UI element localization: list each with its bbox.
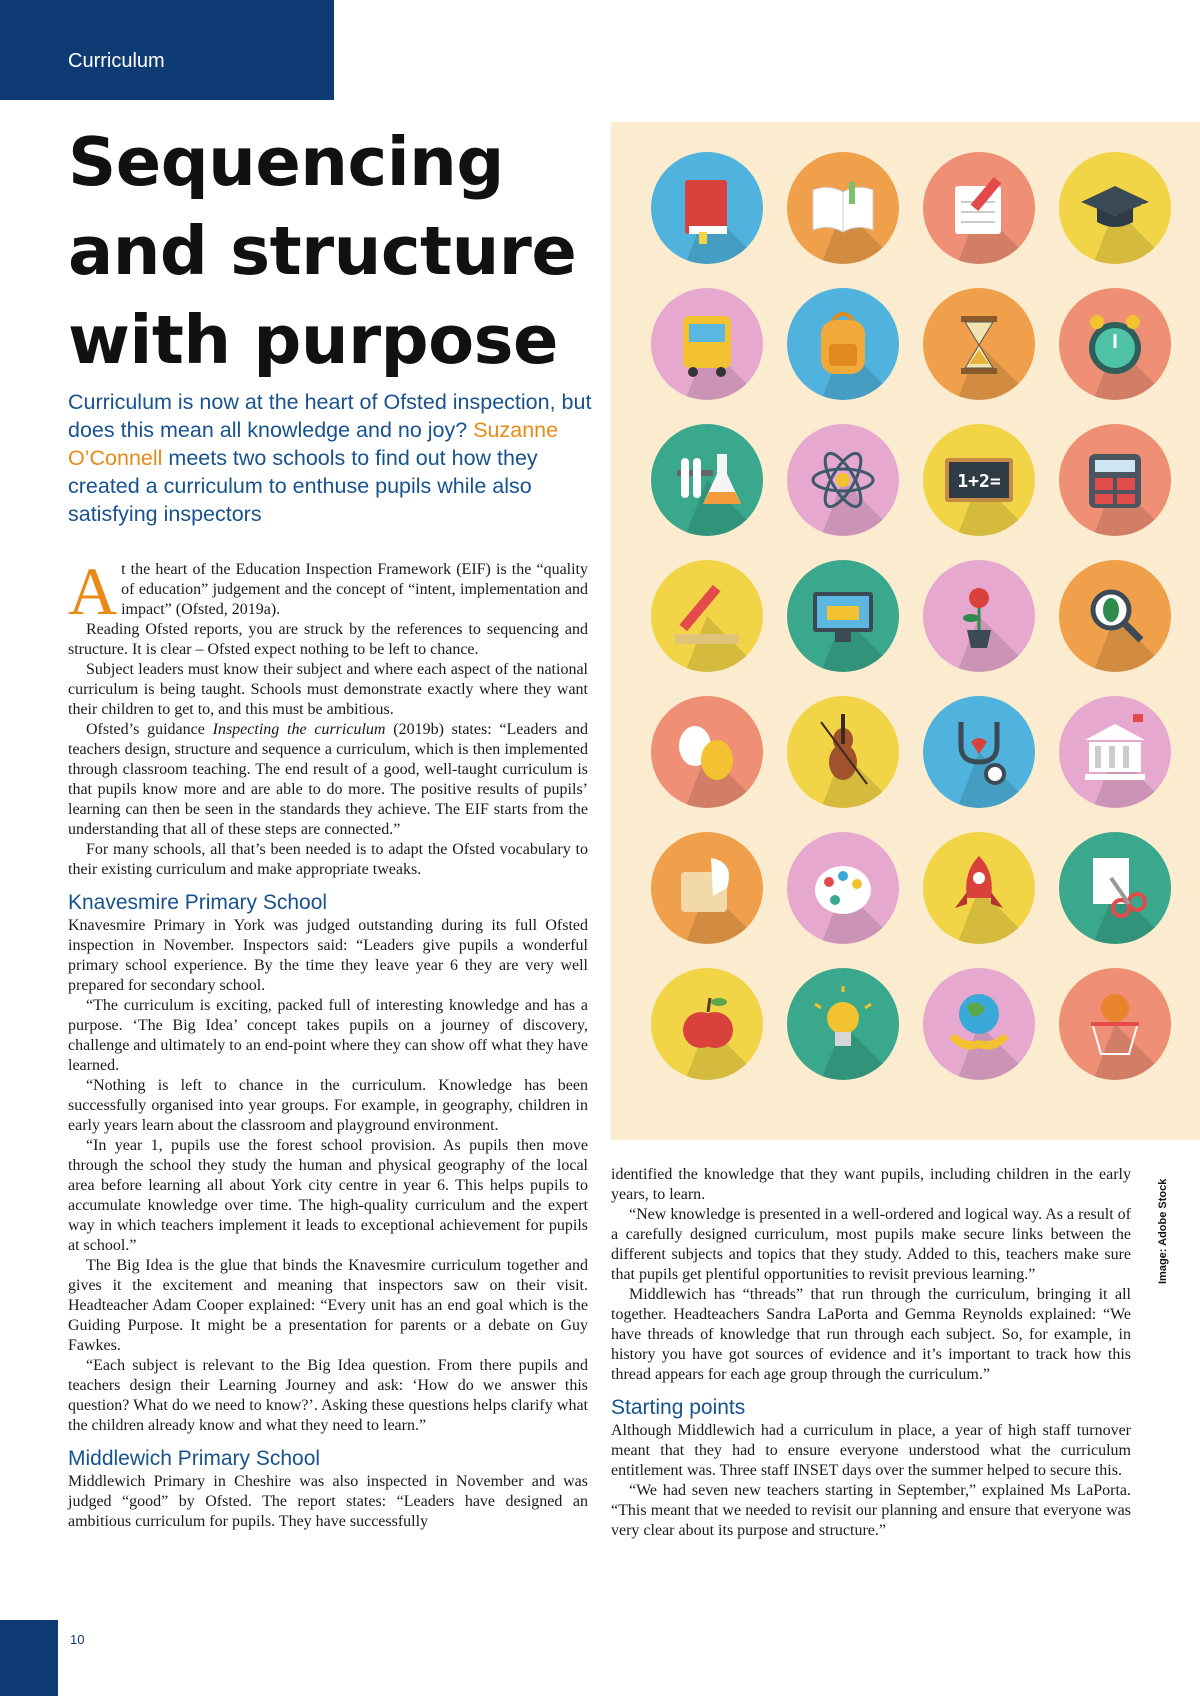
body-paragraph: “Each subject is relevant to the Big Idea question. From there pupils and teachers design their Learning Journey and ask: ‘How do we answer this question? What do we need to know?’. Asking these questions helps clarify what the children already know and what they need to learn.” bbox=[68, 1357, 588, 1434]
body-paragraph: Middlewich has “threads” that run through the curriculum, bringing it all together. Headteachers Sandra LaPorta and Gemma Reynolds explained: “We have threads of knowledge that run through each subject. So, for example, in history you have got sources of evidence and it’s important to track how this thread appears for each age group through the curriculum.” bbox=[611, 1286, 1131, 1383]
body-paragraph: “Nothing is left to chance in the curriculum. Knowledge has been successfully organised into year groups. For example, in geography, children in early years learn about the classroom and playground environment. bbox=[68, 1077, 588, 1134]
magnifier-leaf-icon bbox=[1059, 560, 1171, 672]
atom-icon bbox=[787, 424, 899, 536]
basketball-hoop-icon bbox=[1059, 968, 1171, 1080]
notepad-pencil-icon bbox=[923, 152, 1035, 264]
chalkboard-sum-icon bbox=[923, 424, 1035, 536]
stethoscope-icon bbox=[923, 696, 1035, 808]
calculator-icon bbox=[1059, 424, 1171, 536]
museum-building-icon bbox=[1059, 696, 1171, 808]
author-name: Suzanne O’Connell bbox=[68, 418, 559, 470]
body-paragraph: Knavesmire Primary in York was judged outstanding during its full Ofsted inspection in November. Inspectors said: “Leaders give pupils a wonderful primary school experience. By the time they leave year 6 they are very well prepared for secondary school. bbox=[68, 917, 588, 994]
body-paragraph: Middlewich Primary in Cheshire was also inspected in November and was judged “good” by Ofsted. The report states: “Leaders have designed an ambitious curriculum for pupils. They have successfully bbox=[68, 1473, 588, 1530]
standfirst-text: Curriculum is now at the heart of Ofsted inspection, but does this mean all knowledge and no joy? bbox=[68, 390, 592, 442]
alarm-clock-icon bbox=[1059, 288, 1171, 400]
body-paragraph: The Big Idea is the glue that binds the Knavesmire curriculum together and gives it the excitement and meaning that inspectors saw on their visit. Headteacher Adam Cooper explained: “Every unit has an end goal which is the Guiding Purpose. It might be a presentation for parents or a debate on Guy Fawkes. bbox=[68, 1257, 588, 1354]
headline-line-2: and structure bbox=[68, 212, 577, 290]
apple-icon bbox=[651, 968, 763, 1080]
red-book-icon bbox=[651, 152, 763, 264]
publication-title: Inspecting the curriculum bbox=[212, 721, 386, 738]
intro-text: t the heart of the Education Inspection Framework (EIF) is the “quality of education” judgement and the concept of “intent, implementation and impact” (Ofsted, 2019a). bbox=[121, 561, 588, 618]
standfirst bbox=[68, 388, 608, 528]
body-paragraph: Subject leaders must know their subject and where each aspect of the national curriculum is being taught. Schools must demonstrate exactly where they want their children to get to, and this must be ambitious. bbox=[68, 661, 588, 718]
quill-scroll-icon bbox=[651, 832, 763, 944]
subheading-middlewich: Middlewich Primary School bbox=[68, 1447, 321, 1470]
body-paragraph: “New knowledge is presented in a well-ordered and logical way. As a result of a carefully designed curriculum, most pupils make secure links between the different subjects and topics that they study. Added to this, teachers make sure that pupils get plentiful opportunities to revisit previous learning.” bbox=[611, 1206, 1131, 1283]
backpack-icon bbox=[787, 288, 899, 400]
globe-hands-icon bbox=[923, 968, 1035, 1080]
school-bus-icon bbox=[651, 288, 763, 400]
test-tubes-flask-icon bbox=[651, 424, 763, 536]
lightbulb-icon bbox=[787, 968, 899, 1080]
image-credit: Image: Adobe Stock bbox=[1157, 1178, 1169, 1284]
intro-paragraph bbox=[68, 553, 588, 629]
body-paragraph: “In year 1, pupils use the forest school provision. As pupils then move through the school they study the human and physical geography of the local area before learning all about York city centre in year 6. This helps pupils to accumulate knowledge over time. The high-quality curriculum and the expert way in which teachers implement it leads to exceptional achievement for pupils at school.” bbox=[68, 1137, 588, 1254]
paint-palette-icon bbox=[787, 832, 899, 944]
body-paragraph bbox=[68, 720, 588, 840]
standfirst-text-end: meets two schools to find out how they created a curriculum to enthuse pupils while also satisfying inspectors bbox=[68, 446, 538, 526]
theatre-masks-icon bbox=[651, 696, 763, 808]
body-paragraph: Although Middlewich had a curriculum in place, a year of high staff turnover meant that they had to ensure everyone understood what the curriculum entitlement was. Three staff INSET days over the summer helped to secure this. bbox=[611, 1422, 1131, 1479]
subheading-knavesmire: Knavesmire Primary School bbox=[68, 891, 328, 914]
subheading-starting-points: Starting points bbox=[611, 1396, 746, 1419]
headline-line-3: with purpose bbox=[68, 301, 558, 379]
quote-text: (2019b) states: “Leaders and teachers design, structure and sequence a curriculum, which is then implemented through classroom teaching. The end result of a good, well-taught curriculum is that pupils know more and are able to do more. The positive results of pupils’ learning can then be seen in the standards they achieve. The EIF starts from the understanding that all of these steps are connected.” bbox=[68, 721, 589, 838]
body-paragraph: “The curriculum is exciting, packed full of interesting knowledge and has a purpose. ‘The Big Idea’ concept takes pupils on a journey of discovery, challenge and ultimately to an end-point where they can show off what they have learned. bbox=[68, 997, 588, 1074]
drop-cap: A bbox=[68, 553, 118, 629]
paper-scissors-icon bbox=[1059, 832, 1171, 944]
violin-icon bbox=[787, 696, 899, 808]
page-number: 10 bbox=[70, 1632, 85, 1647]
graduation-cap-icon bbox=[1059, 152, 1171, 264]
rocket-icon bbox=[923, 832, 1035, 944]
potted-flower-icon bbox=[923, 560, 1035, 672]
body-paragraph: Reading Ofsted reports, you are struck by the references to sequencing and structure. It is clear – Ofsted expect nothing to be left to chance. bbox=[68, 621, 588, 658]
quote-intro: Ofsted’s guidance bbox=[86, 721, 213, 738]
pencil-ruler-icon bbox=[651, 560, 763, 672]
open-book-icon bbox=[787, 152, 899, 264]
page-edge-bar bbox=[0, 1620, 58, 1696]
left-column bbox=[68, 553, 589, 1532]
body-paragraph: identified the knowledge that they want pupils, including children in the early years, to learn. bbox=[611, 1166, 1131, 1203]
section-tab bbox=[0, 0, 334, 100]
icon-illustration bbox=[611, 122, 1200, 1140]
body-paragraph: For many schools, all that’s been needed is to adapt the Ofsted vocabulary to their existing curriculum and make appropriate tweaks. bbox=[68, 841, 588, 878]
body-paragraph: “We had seven new teachers starting in September,” explained Ms LaPorta. “This meant that we needed to revisit our planning and ensure that everyone was very clear about its purpose and structure.” bbox=[611, 1482, 1131, 1539]
headline-line-1: Sequencing bbox=[68, 123, 504, 201]
section-label: Curriculum bbox=[68, 50, 165, 72]
computer-screen-icon bbox=[787, 560, 899, 672]
right-column bbox=[611, 1165, 1131, 1541]
hourglass-icon bbox=[923, 288, 1035, 400]
svg-text:1+2=: 1+2= bbox=[957, 471, 1001, 492]
headline bbox=[68, 118, 608, 385]
